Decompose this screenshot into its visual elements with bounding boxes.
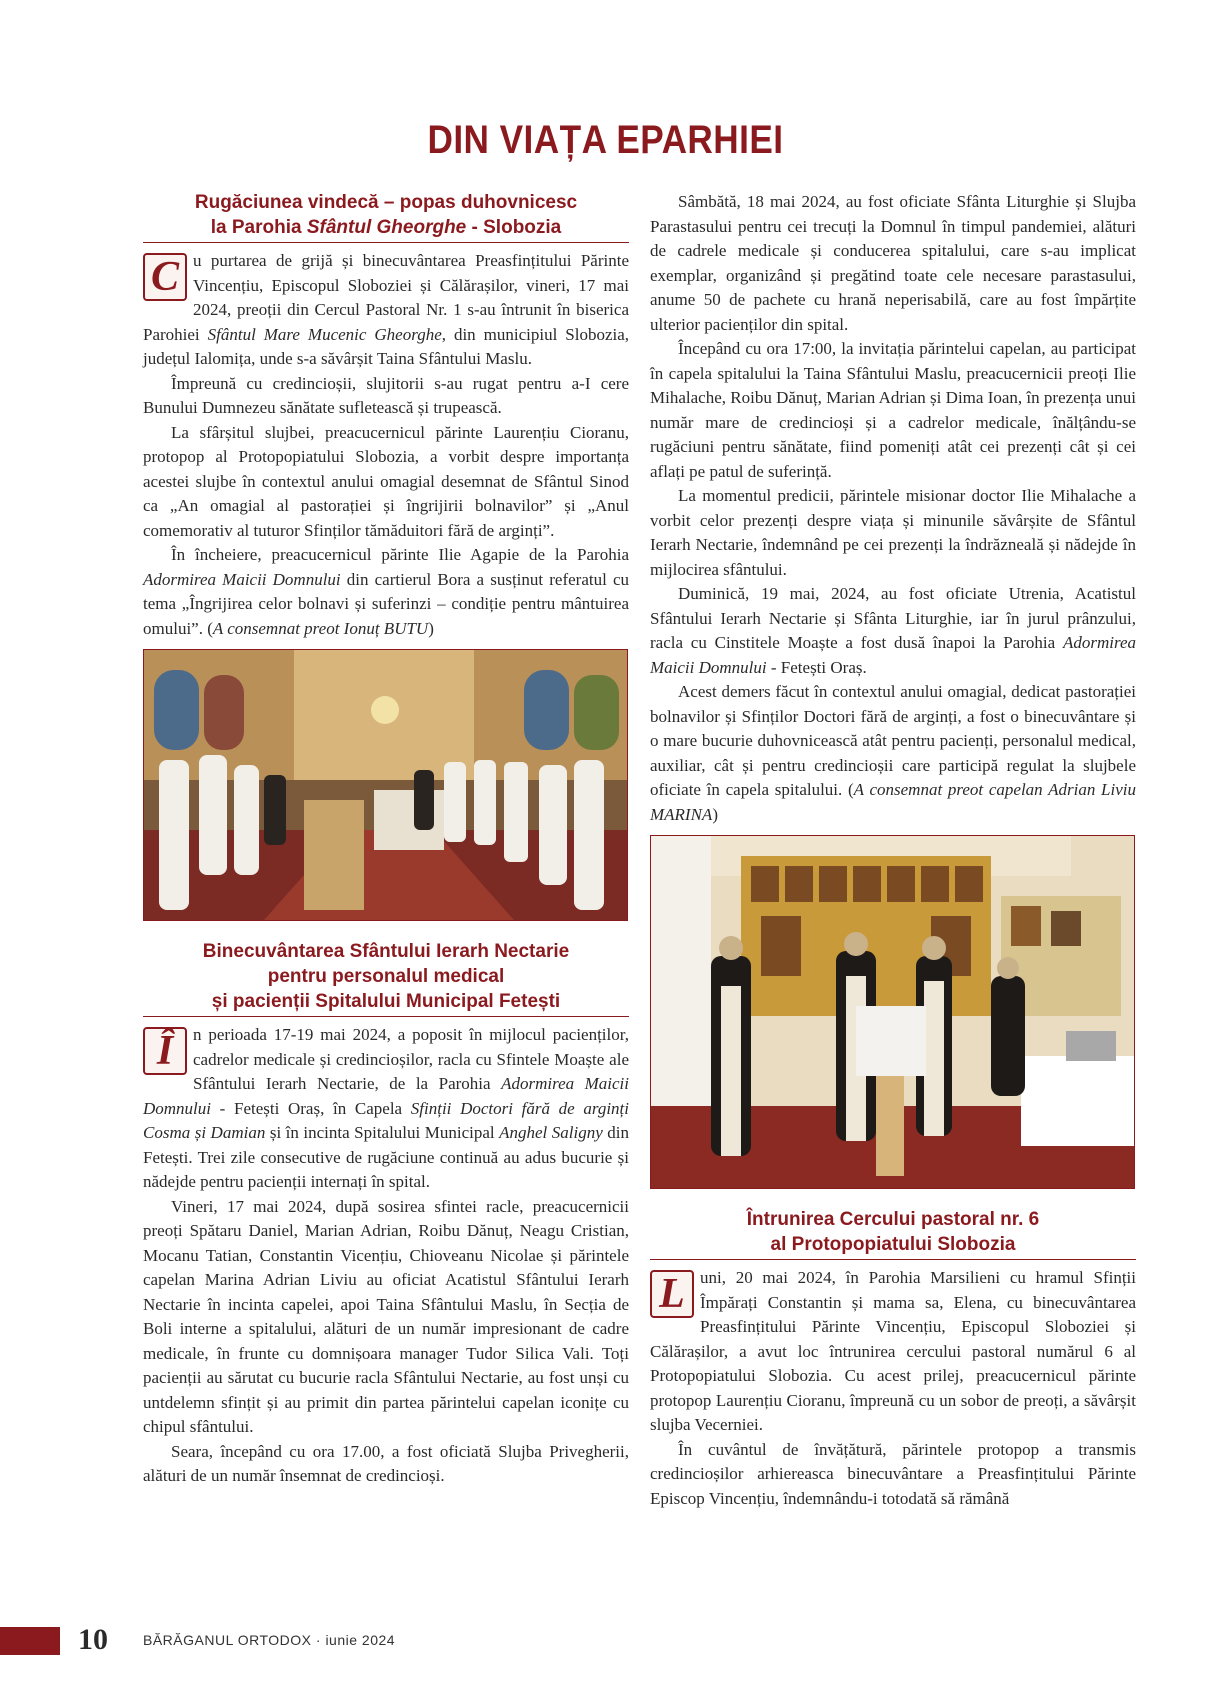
title-rule [650, 1259, 1136, 1260]
article3-paragraph: L uni, 20 mai 2024, în Parohia Marsilieni cu hramul Sfinții Împărați Constantin și mama sa, Elena, cu binecuvântarea Preasfințitului Părinte Vincențiu, Episcopul Sloboziei și Călărașilor, a avut loc întrunirea cercului pastoral numărul 6 al Protopopiatului Slobozia. Cu acest prilej, preacucernicul părinte protopop Laurențiu Cioranu, împreună cu un sobor de preoți, a săvârșit slujba Vecerniei. [650, 1268, 1136, 1434]
title-rule [143, 242, 629, 243]
page-title: DIN VIAȚA EPARHIEI [427, 118, 784, 162]
footer-accent-bar [0, 1627, 60, 1655]
article2-paragraph: Începând cu ora 17:00, la invitația părintelui capelan, au participat în capela spitalului la Taina Sfântului Maslu, preacucernicii preoți Ilie Mihalache, Roibu Dănuț, Marian Adrian și Dima Ioan, în prezența unui număr mare de credincioși și a cadrelor medicale, înălțându-se rugăciuni pentru sănătate, fiind pomeniți atât cei prezenți cât și cei aflați pe patul de suferință. [650, 339, 1136, 481]
article1-paragraph: C u purtarea de grijă și binecuvântarea Preasfințitului Părinte Vincențiu, Episcopul Sloboziei și Călărașilor, vineri, 17 mai 2024, preoții din Cercul Pastoral Nr. 1 s-au întrunit în biserica Parohiei Sfântul Mare Mucenic Gheorghe, din municipiul Slobozia, județul Ialomița, unde s-a săvârșit Taina Sfântului Maslu. [143, 251, 630, 368]
dropcap: Î [143, 1027, 187, 1075]
left-column [143, 190, 629, 1489]
article1-paragraph: La sfârșitul slujbei, preacucernicul părinte Laurențiu Cioranu, protopop al Protopopiatului Slobozia, a vorbit despre importanța acestei slujbe în contextul anului omagial desemnat de Sfântul Sinod ca „An omagial al pastorației și îngrijirii bolnavilor” și „Anul comemorativ al tuturor Sfinților tămăduitori fără de arginți”. [143, 422, 629, 540]
article2-paragraph: Vineri, 17 mai 2024, după sosirea sfintei racle, preacucernicii preoți Spătaru Daniel, Marian Adrian, Roibu Dănuț, Neagu Cristian, Mocanu Tatian, Constantin Vicențiu, Chioveanu Nicolae și părintele capelan Marina Adrian Liviu au oficiat Acatistul Sfântului Ierarh Nectarie în incinta capelei, apoi Taina Sfântului Maslu, în Secția de Boli interne a spitalului, alături de un număr impresionant de cadre medicale, în frunte cu domnișoara manager Tudor Silica Vali. Toți pacienții au sărutat cu bucurie racla Sfântului Nectarie, au fost unși cu untdelemn sfințit și au primit din partea părintelui capelan iconițe cu chipul sfântului. [143, 1196, 629, 1436]
article1-paragraph: În încheiere, preacucernicul părinte Ilie Agapie de la Parohia Adormirea Maicii Domnului din cartierul Bora a susținut referatul cu tema „Îngrijirea celor bolnavi și suferinzi – condiție pentru mântuirea omului”. (A consemnat preot Ionuț BUTU) [143, 545, 629, 638]
article1-paragraph: Împreună cu credincioșii, slujitorii s-au rugat pentru a-I cere Bunului Dumnezeu sănătate sufletească și trupească. [143, 373, 629, 417]
church-service-photo [143, 649, 628, 921]
article2-title: Binecuvântarea Sfântului Ierarh Nectarie pentru personalul medical și pacienții Spitalului Municipal Fetești [202, 941, 570, 1012]
dropcap: C [143, 253, 187, 301]
article1-title: Rugăciunea vindecă – popas duhovnicesc la Parohia Sfântul Gheorghe - Slobozia [194, 192, 578, 238]
article3-title: Întrunirea Cercului pastoral nr. 6 al Protopopiatului Slobozia [746, 1209, 1040, 1255]
article2-paragraph: Duminică, 19 mai, 2024, au fost oficiate Utrenia, Acatistul Sfântului Ierarh Nectarie și Sfânta Liturghie, iar în jurul prânzului, racla cu Cinstitele Moaște a fost dusă înapoi la Parohia Adormirea Maicii Domnului - Fetești Oraș. [650, 584, 1136, 677]
dropcap: L [650, 1270, 694, 1318]
title-rule [143, 1016, 629, 1017]
publication-info: BĂRĂGANUL ORTODOX · iunie 2024 [143, 1632, 396, 1648]
article2-paragraph: Î n perioada 17-19 mai 2024, a poposit în mijlocul pacienților, cadrelor medicale și credincioșilor, racla cu Sfintele Moaște ale Sfântului Ierarh Nectarie, de la Parohia Adormirea Maicii Domnului - Fetești Oraș, în Capela Sfinții Doctori fără de arginți Cosma și Damian și în incinta Spitalului Municipal Anghel Saligny din Fetești. Trei zile consecutive de rugăciune continuă au adus bucurie și nădejde pentru pacienții internați în spital. [143, 1025, 630, 1191]
right-column [650, 190, 1136, 1511]
article2-paragraph: Acest demers făcut în contextul anului omagial, dedicat pastorației bolnavilor și Sfinților Doctori fără de arginți, a fost o binecuvântare și o mare bucurie duhovnicească atât pentru pacienți, personalul medical, auxiliar, cât și pentru credincioșii care participă regulat la slujbele oficiate în capela spitalului. (A consemnat preot capelan Adrian Liviu MARINA) [650, 682, 1136, 824]
article2-paragraph: Sâmbătă, 18 mai 2024, au fost oficiate Sfânta Liturghie și Slujba Parastasului pentru cei trecuți la Domnul în timpul pandemiei, alături de cadrele medicale și conducerea spitalului, care s-au implicat exemplar, organizând și pregătind toate cele necesare parastasului, anume 50 de pachete cu hrană neperisabilă, care au fost împărțite ulterior pacienților din spital. [650, 192, 1136, 334]
article3-paragraph: În cuvântul de învățătură, părintele protopop a transmis credincioșilor arhiereasca binecuvântare a Preasfințitului Părinte Episcop Vincențiu, îndemnându-i totodată să rămână [650, 1439, 1136, 1508]
chapel-relics-photo [650, 835, 1135, 1189]
article2-paragraph: La momentul predicii, părintele misionar doctor Ilie Mihalache a vorbit celor prezenți despre viața și minunile săvârșite de Sfântul Ierarh Nectarie, îndemnând pe cei prezenți la îndrăzneală și nădejde în mijlocirea sfântului. [650, 486, 1136, 579]
page-number: 10 [78, 1623, 108, 1656]
article2-paragraph: Seara, începând cu ora 17.00, a fost oficiată Slujba Privegherii, alături de un număr însemnat de credincioși. [143, 1441, 629, 1485]
